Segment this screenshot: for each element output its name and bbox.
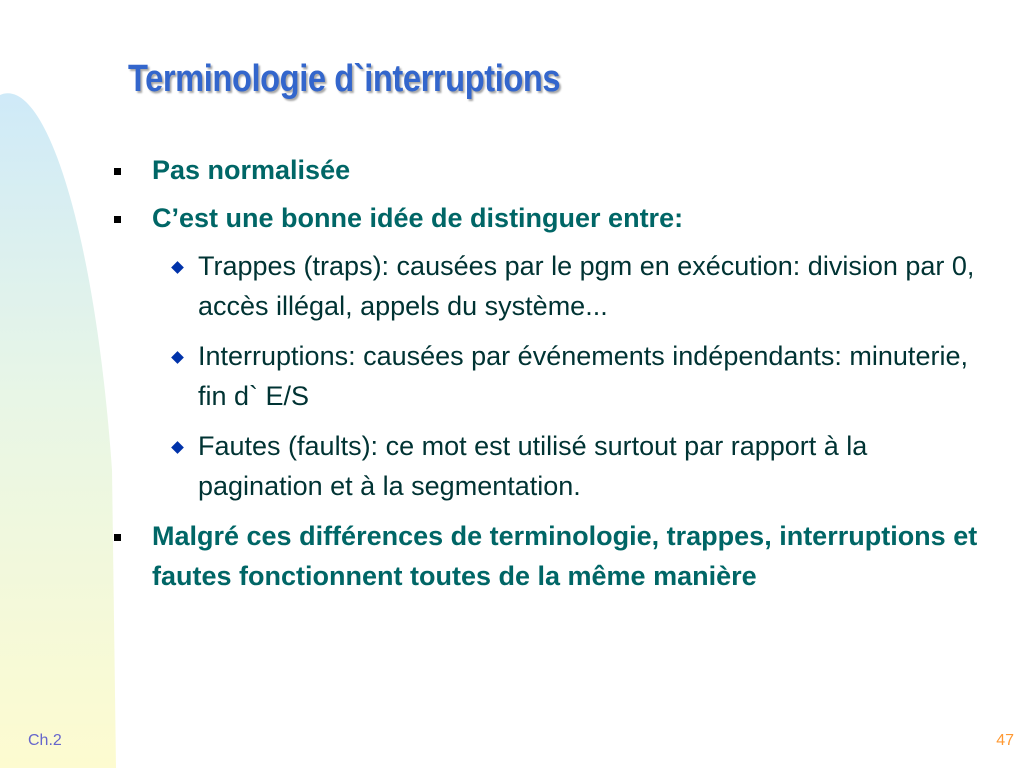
sub-bullet-text: Interruptions: causées par événements indépendants: minuterie, fin d` E/S (198, 341, 968, 411)
slide-content (110, 150, 990, 604)
footer-page-number: 47 (996, 732, 1014, 749)
bullet-item (110, 150, 990, 190)
diamond-bullet-icon (171, 351, 184, 364)
sub-bullet-item (110, 246, 990, 326)
bullet-item (110, 198, 990, 238)
diamond-bullet-icon (171, 441, 184, 454)
diamond-bullet-icon (171, 261, 184, 274)
sub-bullet-item (110, 336, 990, 416)
sub-bullet-text: Trappes (traps): causées par le pgm en exécution: division par 0, accès illégal, appels du système... (198, 251, 975, 321)
footer-chapter: Ch.2 (28, 732, 62, 749)
square-bullet-icon (114, 216, 121, 223)
bullet-text: Pas normalisée (152, 155, 351, 185)
square-bullet-icon (114, 168, 121, 175)
square-bullet-icon (114, 534, 121, 541)
sub-bullet-item (110, 426, 990, 506)
bullet-text: C’est une bonne idée de distinguer entre: (152, 203, 684, 233)
slide-title: Terminologie d`interruptions (128, 58, 561, 100)
sub-bullet-text: Fautes (faults): ce mot est utilisé surtout par rapport à la pagination et à la segmentation. (198, 431, 868, 501)
bullet-text: Malgré ces différences de terminologie, trappes, interruptions et fautes fonctionnent toutes de la même manière (152, 521, 978, 591)
bullet-item (110, 516, 990, 596)
